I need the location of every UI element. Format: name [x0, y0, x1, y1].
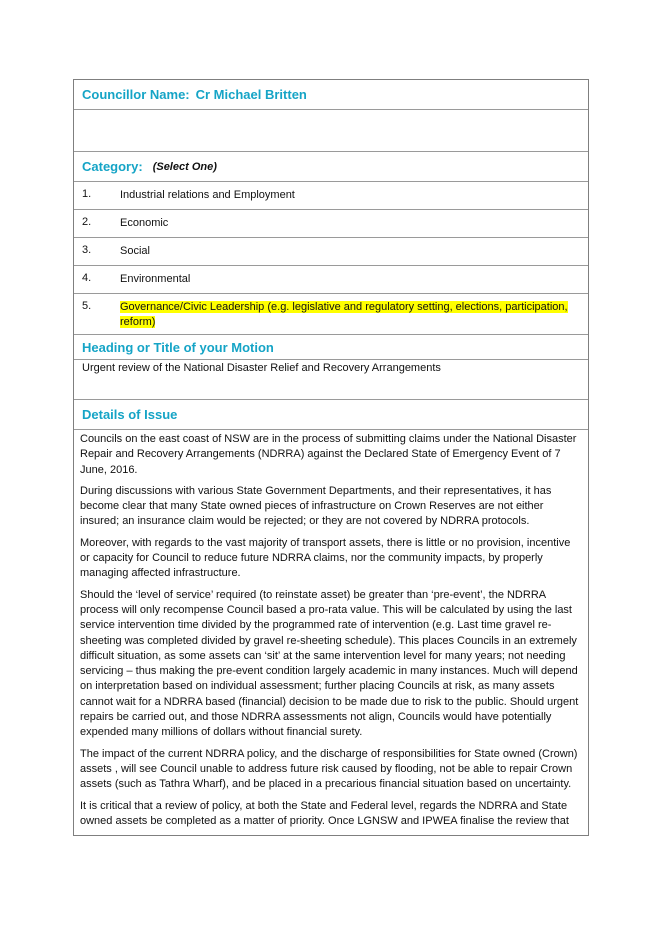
motion-form — [73, 79, 589, 836]
category-option-4[interactable] — [74, 266, 588, 294]
category-option-number: 4. — [82, 272, 92, 284]
category-option-number: 1. — [82, 188, 92, 200]
motion-title: Urgent review of the National Disaster Relief and Recovery Arrangements — [82, 362, 441, 374]
details-paragraph: It is critical that a review of policy, at both the State and Federal level, regards the NDRRA and State owned assets be completed as a matter of priority. Once LGNSW and IPWEA finalise the review that — [80, 799, 569, 827]
details-body — [74, 430, 588, 835]
category-option-number: 2. — [82, 216, 92, 228]
details-heading-row — [74, 400, 588, 430]
details-paragraph: Should the ‘level of service’ required (to reinstate asset) be greater than ‘pre-event’, the NDRRA process will only recompense Council based a pro-rata value. This will be calculated by using the last service intervention time divided by the programmed rate of intervention (e.g. Last time gravel re-sheeting was completed divided by gravel re-sheeting schedule). This places Councils in an extremely difficult situation, as some assets can ‘sit’ at the same intervention level for many years; not needing servicing – thus making the pre-event condition largely academic in many instances. Much will depend on interpretation based on individual assessment; further placing Councils at risk, as many assets cannot wait for a NDRRA based (financial) decision to be made due to risk to the public. Should urgent repairs be carried out, and those NDRRA assessments not align, Councils would have potentially expended many millions of dollars without financial surety. — [80, 588, 579, 739]
category-option-2[interactable] — [74, 210, 588, 238]
category-option-3[interactable] — [74, 238, 588, 266]
details-paragraph: Councils on the east coast of NSW are in the process of submitting claims under the National Disaster Repair and Recovery Arrangements (NDRRA) against the Declared State of Emergency Event of 7 June, 2016. — [80, 433, 577, 476]
category-option-label: Social — [120, 245, 150, 257]
councillor-name-row — [74, 80, 588, 110]
category-option-label: Industrial relations and Employment — [120, 189, 295, 201]
details-paragraph: Moreover, with regards to the vast majority of transport assets, there is little or no provision, incentive or capacity for Council to reduce future NDRRA claims, nor the community impacts, by properly managing affected infrastructure. — [80, 536, 571, 580]
motion-heading-label: Heading or Title of your Motion — [82, 339, 274, 355]
details-heading-label: Details of Issue — [82, 407, 178, 422]
details-paragraph: The impact of the current NDRRA policy, and the discharge of responsibilities for State owned (Crown) assets , will see Council unable to address future risk caused by flooding, not be able to repair Crown assets (such as Tathra Wharf), and be placed in a precarious financial situation based on uncertainty. — [80, 747, 578, 791]
category-option-number: 5. — [82, 300, 92, 312]
category-option-label: Environmental — [120, 273, 191, 285]
category-instruction: (Select One) — [152, 160, 217, 173]
category-option-label: Economic — [120, 217, 169, 229]
motion-title-row — [74, 360, 588, 400]
category-heading-row — [74, 152, 588, 182]
category-label: Category: — [82, 159, 143, 174]
category-option-1[interactable] — [74, 182, 588, 210]
blank-row — [74, 110, 588, 152]
category-option-label-selected: Governance/Civic Leadership (e.g. legislative and regulatory setting, elections, participation, reform) — [120, 301, 568, 328]
category-option-label-wrapper — [120, 300, 580, 330]
details-paragraph: During discussions with various State Government Departments, and their representatives, it has become clear that many State owned pieces of infrastructure on Crown Reserves are not either insured; an insurance claim would be rejected; or they are not covered by NDRRA protocols. — [80, 484, 552, 528]
category-option-5[interactable] — [74, 294, 588, 335]
councillor-name-label: Councillor Name: — [82, 87, 190, 102]
councillor-name-value: Cr Michael Britten — [195, 87, 307, 102]
category-option-number: 3. — [82, 244, 92, 256]
motion-heading-row — [74, 335, 588, 360]
